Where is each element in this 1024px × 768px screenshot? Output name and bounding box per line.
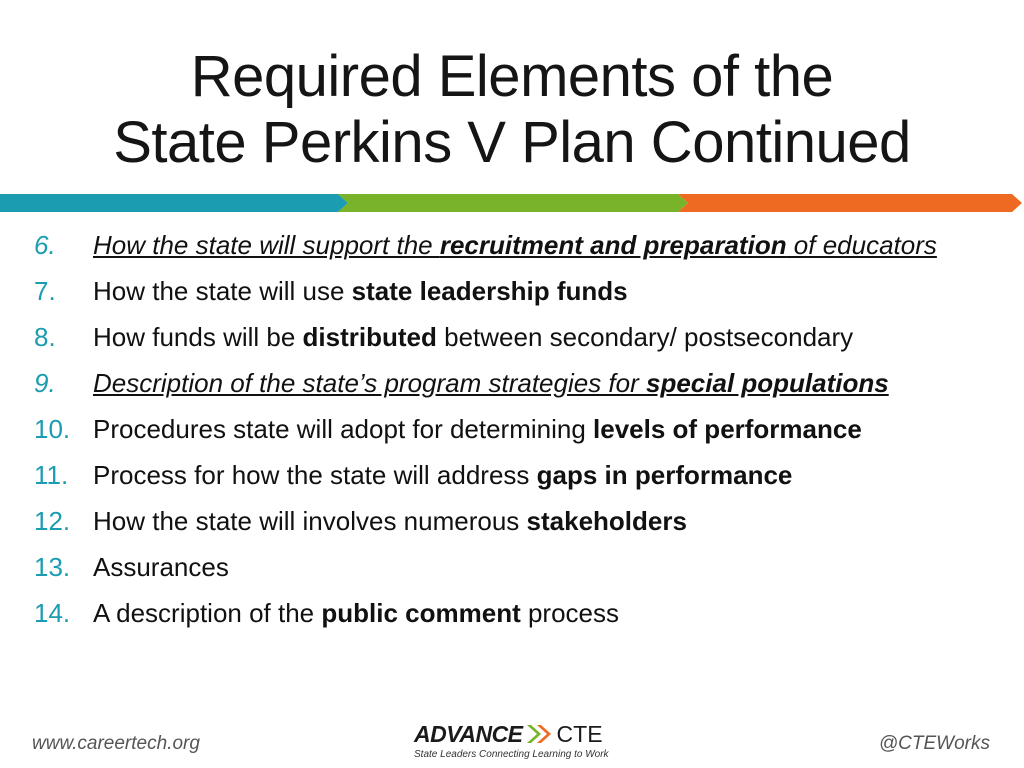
list-item-text: [93, 552, 229, 582]
list-item-text: [93, 368, 889, 398]
logo-wordmark: [414, 720, 603, 748]
list-item-text-post: of educators: [786, 230, 937, 260]
list-item-text-bold: public comment: [321, 598, 521, 628]
list-item: [0, 272, 1024, 310]
list-item: [0, 226, 1024, 264]
list-item-text-pre: How the state will support the: [93, 230, 440, 260]
list-item-text: [93, 460, 792, 490]
chevron-divider-band: [0, 190, 1024, 216]
advance-cte-logo: [412, 720, 612, 766]
list-item-text: [93, 598, 619, 628]
list-item-number: 10.: [34, 414, 71, 444]
footer-website-link[interactable]: www.careertech.org: [32, 733, 200, 754]
list-item-text-pre: How the state will use: [93, 276, 352, 306]
list-item-number: 9.: [34, 368, 56, 398]
list-item: [0, 410, 1024, 448]
list-item-text: [93, 506, 687, 536]
list-item-number: 8.: [34, 322, 56, 352]
list-item: [0, 456, 1024, 494]
list-item-text-bold: state leadership funds: [351, 276, 628, 306]
logo-word-cte: CTE: [556, 720, 603, 747]
list-item: [0, 594, 1024, 632]
band-segment-green: [338, 194, 688, 212]
logo-tagline: State Leaders Connecting Learning to Work: [414, 749, 609, 760]
band-segment-teal: [0, 194, 348, 212]
plan-elements-list: [0, 226, 1024, 640]
list-item-text-pre: How funds will be: [93, 322, 303, 352]
slide-title: [0, 44, 1024, 176]
footer-social-handle[interactable]: @CTEWorks: [878, 733, 990, 754]
list-item-text-post: process: [520, 598, 619, 628]
list-item: [0, 502, 1024, 540]
list-item-text-bold: special populations: [646, 368, 889, 398]
list-item-number: 13.: [34, 552, 71, 582]
list-item-text-bold: gaps in performance: [536, 460, 793, 490]
list-item-number: 7.: [34, 276, 56, 306]
list-item: [0, 548, 1024, 586]
band-segment-orange: [678, 194, 1022, 212]
list-item-text-bold: levels of performance: [593, 414, 862, 444]
list-item-text-pre: Assurances: [93, 552, 229, 582]
slide-title-line-1: Required Elements of the: [190, 44, 834, 109]
list-item-number: 11.: [34, 460, 69, 490]
list-item-text: [93, 276, 628, 306]
list-item-text: [93, 230, 937, 260]
logo-word-advance: ADVANCE: [414, 720, 523, 747]
list-item-text-pre: A description of the: [93, 598, 322, 628]
list-item-text-pre: Description of the state’s program strategies for: [93, 368, 646, 398]
double-chevron-icon: [525, 723, 555, 745]
list-item-text-bold: distributed: [302, 322, 437, 352]
slide-title-line-2: State Perkins V Plan Continued: [113, 110, 911, 175]
list-item-number: 14.: [34, 598, 71, 628]
list-item-text: [93, 322, 853, 352]
list-item-text-pre: Process for how the state will address: [93, 460, 537, 490]
list-item-number: 6.: [34, 230, 56, 260]
chevron-left: [527, 725, 541, 743]
list-item: [0, 318, 1024, 356]
list-item: [0, 364, 1024, 402]
list-item-text: [93, 414, 862, 444]
list-item-text-pre: Procedures state will adopt for determining: [93, 414, 594, 444]
list-item-number: 12.: [34, 506, 71, 536]
list-item-text-bold: recruitment and preparation: [439, 230, 787, 260]
list-item-text-pre: How the state will involves numerous: [93, 506, 527, 536]
list-item-text-post: between secondary/ postsecondary: [436, 322, 854, 352]
list-item-text-bold: stakeholders: [526, 506, 687, 536]
